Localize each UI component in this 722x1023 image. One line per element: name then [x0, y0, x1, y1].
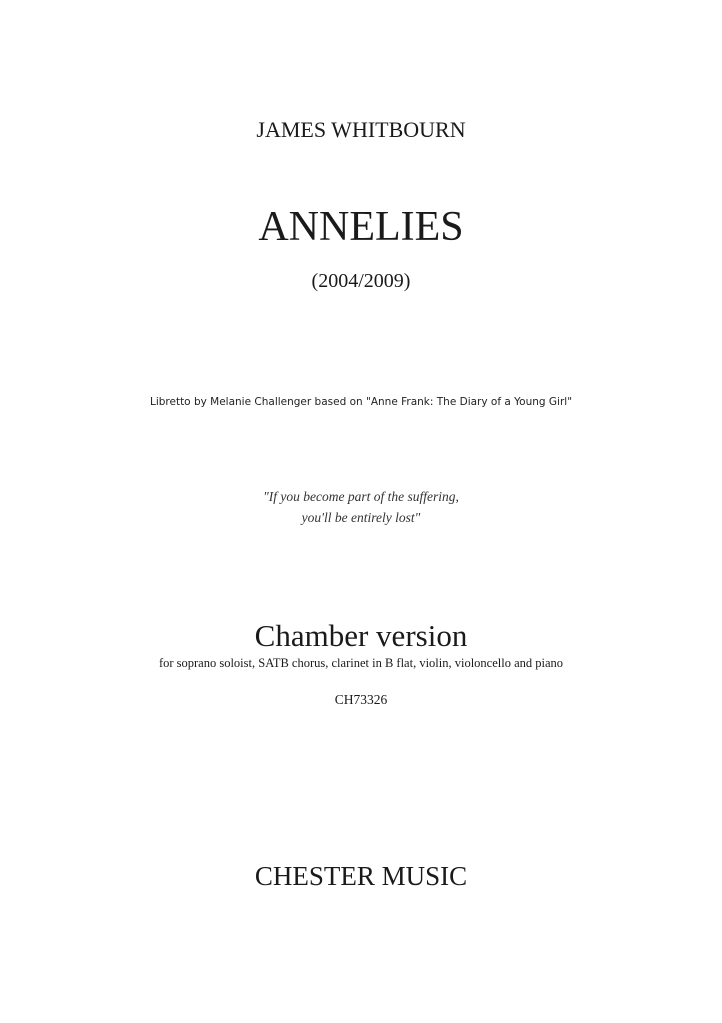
instrumentation: for soprano soloist, SATB chorus, clarinet in B flat, violin, violoncello and piano — [158, 656, 564, 670]
version-heading: Chamber version — [254, 618, 468, 653]
composition-years: (2004/2009) — [311, 270, 411, 292]
catalog-number: CH73326 — [334, 692, 388, 707]
work-title: ANNELIES — [258, 204, 464, 250]
epigraph-line-1: "If you become part of the suffering, — [263, 489, 459, 504]
libretto-credit: Libretto by Melanie Challenger based on "Anne Frank: The Diary of a Young Girl" — [149, 396, 573, 408]
publisher-name: CHESTER MUSIC — [254, 861, 468, 891]
epigraph-line-2: you'll be entirely lost" — [301, 510, 421, 525]
composer-name: JAMES WHITBOURN — [256, 117, 466, 142]
